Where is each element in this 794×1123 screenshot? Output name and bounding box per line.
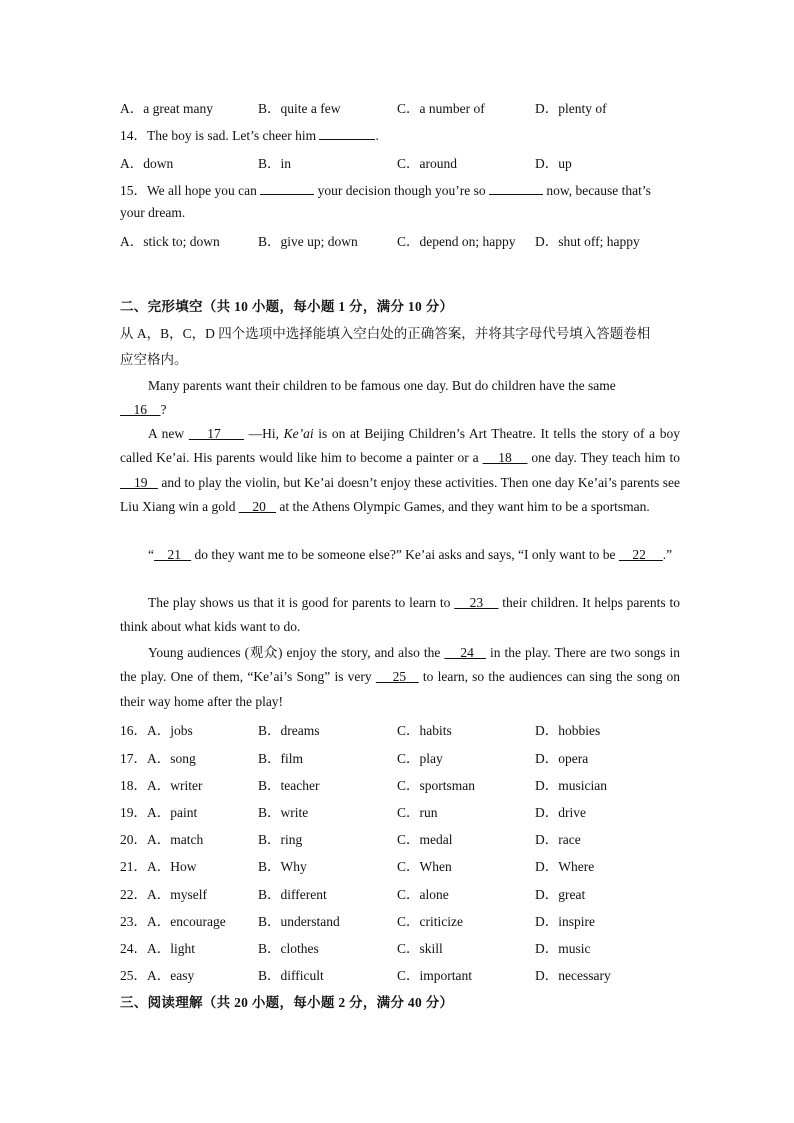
section-2-instruction: 从 A，B，C，D 四个选项中选择能填入空白处的正确答案，并将其字母代号填入答题卷相 bbox=[120, 326, 651, 341]
cloze-options-22 bbox=[120, 883, 680, 903]
blank-22: 22 bbox=[618, 547, 663, 562]
option-b: B．give up; down bbox=[258, 234, 358, 249]
q14-stem bbox=[120, 124, 379, 144]
option-d: D．Where bbox=[535, 859, 595, 874]
option-d: D．great bbox=[535, 887, 586, 902]
option-d: D．hobbies bbox=[535, 723, 601, 738]
option-d: D．musician bbox=[535, 778, 607, 793]
blank-25: 25 bbox=[375, 669, 419, 685]
q13-options bbox=[120, 97, 680, 117]
q15-stem bbox=[120, 179, 651, 199]
option-a: 24．A．light bbox=[120, 941, 196, 956]
option-c: C．skill bbox=[397, 941, 443, 956]
cloze-options-19 bbox=[120, 801, 680, 821]
passage-text: and to play the violin, but Ke’ai doesn’t enjoy these activities. Then one day Ke’ai’s parents see Liu Xiang win a gold bbox=[120, 474, 681, 514]
option-b: B．dreams bbox=[258, 723, 320, 738]
passage-text: one day. They teach him to bbox=[527, 450, 680, 466]
option-d: D．race bbox=[535, 832, 581, 847]
option-c: C．a number of bbox=[397, 101, 485, 116]
option-a: 22．A．myself bbox=[120, 887, 207, 902]
option-b: B．different bbox=[258, 887, 327, 902]
blank-17: 17 bbox=[188, 426, 244, 441]
section-3-heading: 三、阅读理解（共 20 小题，每小题 2 分，满分 40 分） bbox=[120, 995, 454, 1010]
option-c: C．depend on; happy bbox=[397, 234, 516, 249]
answer-blank bbox=[260, 182, 314, 195]
option-d: D．inspire bbox=[535, 914, 595, 929]
q15-text: now, because that’s bbox=[542, 183, 651, 198]
option-d: D．shut off; happy bbox=[535, 234, 640, 249]
passage-paragraph-3 bbox=[120, 543, 680, 567]
option-c: C．When bbox=[397, 859, 452, 874]
q15-text: your decision though you’re so bbox=[314, 183, 489, 198]
option-c: C．alone bbox=[397, 887, 449, 902]
passage-paragraph-2 bbox=[120, 422, 680, 519]
option-a: A．a great many bbox=[120, 101, 213, 116]
option-a: 18．A．writer bbox=[120, 778, 203, 793]
play-title: Ke’ai bbox=[283, 426, 314, 441]
passage-text: ? bbox=[160, 402, 167, 418]
option-a: 16．A．jobs bbox=[120, 723, 193, 738]
blank-18: 18 bbox=[482, 450, 528, 466]
option-c: C．play bbox=[397, 751, 443, 766]
section-2-instruction-cont: 应空格内。 bbox=[120, 352, 188, 367]
q14-text-end: . bbox=[375, 128, 379, 143]
cloze-options-21 bbox=[120, 855, 680, 875]
cloze-options-20 bbox=[120, 828, 680, 848]
passage-text: in the play. There are two songs in the play. One of them, “Ke’ai’s Song” is very bbox=[120, 645, 681, 685]
option-a: 23．A．encourage bbox=[120, 914, 226, 929]
q15-options bbox=[120, 230, 680, 250]
cloze-options-25 bbox=[120, 964, 680, 984]
option-c: C．medal bbox=[397, 832, 453, 847]
option-b: B．difficult bbox=[258, 968, 324, 983]
option-b: B．in bbox=[258, 156, 292, 171]
passage-text: is on at Beijing Children’s Art Theatre. It tells the story of a boy called Ke’ai. His parents would like him to become a painter or a bbox=[120, 426, 681, 466]
passage-text: Young audiences (观众) enjoy the story, and also the bbox=[148, 645, 445, 660]
passage-text: —Hi, bbox=[243, 426, 284, 441]
passage-paragraph-4 bbox=[120, 591, 680, 640]
blank-21: 21 bbox=[154, 547, 192, 562]
q14-options bbox=[120, 152, 680, 172]
option-c: C．important bbox=[397, 968, 472, 983]
option-b: B．Why bbox=[258, 859, 307, 874]
passage-paragraph-5 bbox=[120, 641, 680, 714]
answer-blank bbox=[489, 182, 543, 195]
blank-24: 24 bbox=[444, 645, 486, 660]
option-b: B．film bbox=[258, 751, 304, 766]
option-a: A．down bbox=[120, 156, 174, 171]
option-a: 17．A．song bbox=[120, 751, 196, 766]
passage-text: Many parents want their children to be famous one day. But do children have the same bbox=[148, 378, 616, 393]
option-b: B．teacher bbox=[258, 778, 320, 793]
option-a: 21．A．How bbox=[120, 859, 197, 874]
passage-text: at the Athens Olympic Games, and they want him to be a sportsman. bbox=[275, 498, 650, 514]
blank-19: 19 bbox=[120, 474, 158, 490]
cloze-options-17 bbox=[120, 747, 680, 767]
option-c: C．criticize bbox=[397, 914, 463, 929]
option-a: A．stick to; down bbox=[120, 234, 220, 249]
option-b: B．understand bbox=[258, 914, 340, 929]
cloze-options-23 bbox=[120, 910, 680, 930]
blank-20: 20 bbox=[238, 498, 276, 514]
option-d: D．opera bbox=[535, 751, 589, 766]
passage-text: The play shows us that it is good for parents to learn to bbox=[148, 595, 455, 610]
option-a: 19．A．paint bbox=[120, 805, 198, 820]
passage-text: their children. It helps parents to think about what kids want to do. bbox=[120, 595, 681, 635]
option-c: C．habits bbox=[397, 723, 452, 738]
option-a: 25．A．easy bbox=[120, 968, 195, 983]
answer-blank bbox=[319, 127, 375, 140]
passage-text: A new bbox=[148, 426, 189, 441]
q14-text: 14．The boy is sad. Let’s cheer him bbox=[120, 128, 320, 143]
option-b: B．write bbox=[258, 805, 309, 820]
option-c: C．sportsman bbox=[397, 778, 476, 793]
q15-text: 15．We all hope you can bbox=[120, 183, 261, 198]
option-b: B．quite a few bbox=[258, 101, 341, 116]
passage-paragraph-1 bbox=[120, 374, 680, 423]
passage-text: do they want me to be someone else?” Ke’ai asks and says, “I only want to be bbox=[191, 547, 619, 562]
cloze-options-16 bbox=[120, 719, 680, 739]
passage-text: .” bbox=[662, 547, 673, 562]
blank-23: 23 bbox=[454, 595, 499, 610]
option-d: D．music bbox=[535, 941, 591, 956]
cloze-options-24 bbox=[120, 937, 680, 957]
passage-text: to learn, so the audiences can sing the song on their way home after the play! bbox=[120, 669, 681, 709]
cloze-options-18 bbox=[120, 774, 680, 794]
passage-text: “ bbox=[148, 547, 154, 562]
option-d: D．plenty of bbox=[535, 101, 607, 116]
option-a: 20．A．match bbox=[120, 832, 204, 847]
option-d: D．drive bbox=[535, 805, 586, 820]
option-b: B．ring bbox=[258, 832, 303, 847]
q15-stem-line2: your dream. bbox=[120, 205, 186, 220]
option-c: C．run bbox=[397, 805, 438, 820]
option-c: C．around bbox=[397, 156, 457, 171]
option-d: D．up bbox=[535, 156, 572, 171]
section-2-heading: 二、完形填空（共 10 小题，每小题 1 分，满分 10 分） bbox=[120, 299, 454, 314]
option-d: D．necessary bbox=[535, 968, 611, 983]
blank-16: 16 bbox=[120, 402, 161, 418]
option-b: B．clothes bbox=[258, 941, 319, 956]
